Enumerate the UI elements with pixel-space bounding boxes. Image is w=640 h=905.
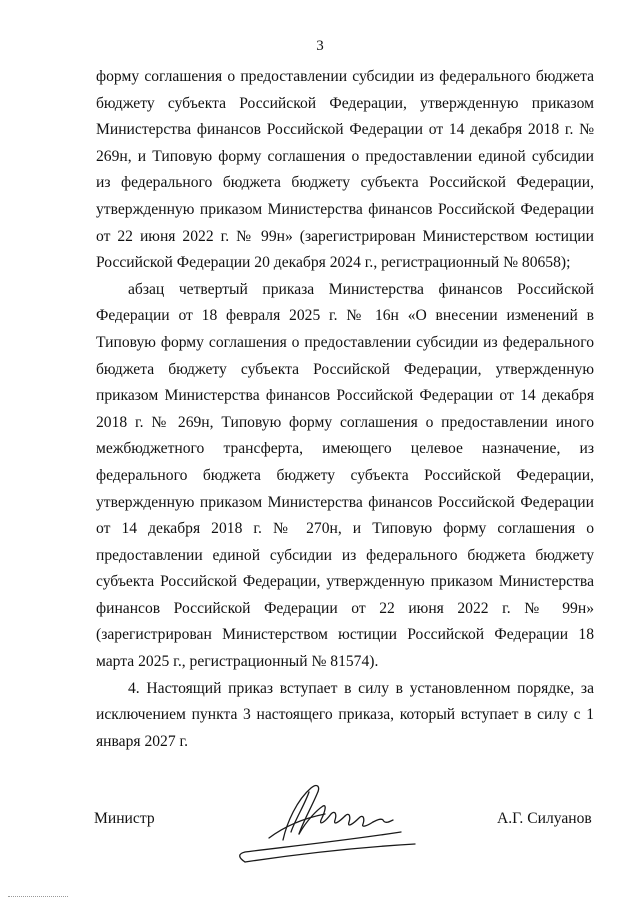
footer-mark xyxy=(8,896,68,900)
signer-title: Министр xyxy=(94,810,155,827)
handwritten-signature-icon xyxy=(225,770,425,870)
signer-name: А.Г. Силуанов xyxy=(497,810,592,827)
page-number: 3 xyxy=(316,38,324,54)
paragraph-clause: абзац четвертый приказа Министерства финансов Российской Федерации от 18 февраля 2025 г. № 16н «О внесении изменений в Типовую форму соглашения о предоставлении субсидии из федерального бюджета бюджету субъекта Российской Федерации, утвержденную приказом Министерства финансов Российской Федерации от 14 декабря 2018 г. № 269н, Типовую форму соглашения о предоставлении иного межбюджетного трансферта, имеющего целевое назначение, из федерального бюджета бюджету субъекта Российской Федерации, утвержденную приказом Министерства финансов Российской Федерации от 14 декабря 2018 г. № 270н, и Типовую форму соглашения о предоставлении единой субсидии из федерального бюджета бюджету субъекта Российской Федерации, утвержденную приказом Министерства финансов Российской Федерации от 22 июня 2022 г. № 99н» (зарегистрирован Министерством юстиции Российской Федерации 18 марта 2025 г., регистрационный № 81574). xyxy=(96,280,594,671)
paragraph-item-4: 4. Настоящий приказ вступает в силу в установленном порядке, за исключением пункта 3 настоящего приказа, который вступает в силу с 1 января 2027 г. xyxy=(96,679,594,750)
signature-block xyxy=(0,760,640,880)
document-body xyxy=(96,64,594,755)
paragraph-continuation: форму соглашения о предоставлении субсидии из федерального бюджета бюджету субъекта Российской Федерации, утвержденную приказом Министерства финансов Российской Федерации от 14 декабря 2018 г. № 269н, и Типовую форму соглашения о предоставлении единой субсидии из федерального бюджета бюджету субъекта Российской Федерации, утвержденную приказом Министерства финансов Российской Федерации от 22 июня 2022 г. № 99н» (зарегистрирован Министерством юстиции Российской Федерации 20 декабря 2024 г., регистрационный № 80658); xyxy=(96,68,594,272)
